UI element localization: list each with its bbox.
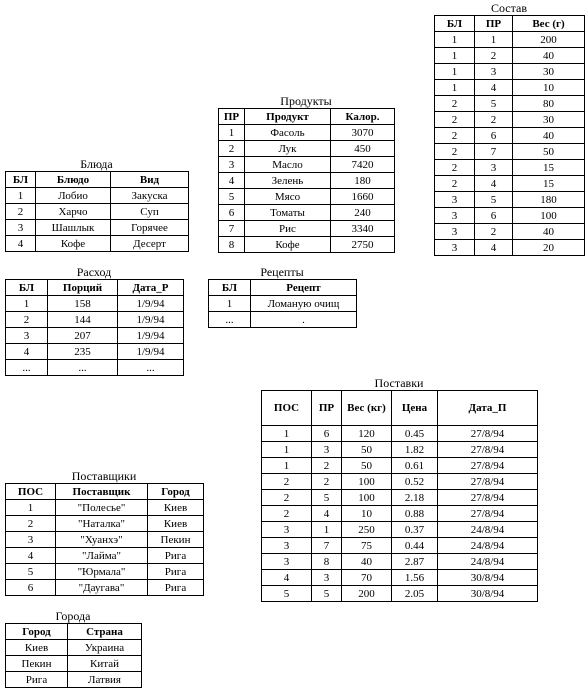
table-cell: Украина — [68, 640, 142, 656]
table-row — [6, 564, 204, 580]
table-cell: 4 — [312, 506, 342, 522]
table-cell: 40 — [513, 48, 585, 64]
table-row — [219, 141, 395, 157]
table-cell: 27/8/94 — [438, 474, 538, 490]
header-cell: Вес (г) — [513, 16, 585, 32]
table-cell: 3 — [219, 157, 245, 173]
table-cell: 0.44 — [392, 538, 438, 554]
table-cell: 4 — [475, 240, 513, 256]
table-cell: 3 — [435, 240, 475, 256]
table-cell: 1 — [209, 296, 251, 312]
table-cell: 1 — [262, 442, 312, 458]
table-header-row — [6, 624, 142, 640]
header-cell: БЛ — [6, 172, 36, 188]
table-row — [6, 640, 142, 656]
table-row — [219, 221, 395, 237]
table-row — [435, 32, 585, 48]
table-header-row — [262, 391, 538, 426]
header-cell: БЛ — [6, 280, 48, 296]
table-cell: Ломаную очищ — [251, 296, 357, 312]
header-cell: БЛ — [209, 280, 251, 296]
rashod-table — [5, 279, 184, 376]
table-cell: 5 — [475, 96, 513, 112]
table-cell: 3 — [475, 160, 513, 176]
table-row — [6, 188, 189, 204]
table-cell: 3 — [6, 532, 56, 548]
table-cell: 7 — [475, 144, 513, 160]
sostav-table — [434, 15, 585, 256]
table-cell: 4 — [219, 173, 245, 189]
table-row — [6, 500, 204, 516]
table-header-row — [219, 109, 395, 125]
header-cell: БЛ — [435, 16, 475, 32]
table-cell: 1/9/94 — [118, 296, 184, 312]
table-cell: 2 — [435, 144, 475, 160]
table-cell: Кофе — [36, 236, 111, 252]
table-cell: Киев — [6, 640, 68, 656]
table-cell: 27/8/94 — [438, 458, 538, 474]
table-cell: "Хуанхэ" — [56, 532, 148, 548]
header-cell: Блюдо — [36, 172, 111, 188]
table-cell: Харчо — [36, 204, 111, 220]
table-cell: Китай — [68, 656, 142, 672]
table-row — [435, 80, 585, 96]
table-row — [219, 125, 395, 141]
sostav-block — [434, 2, 584, 256]
header-cell: Продукт — [245, 109, 331, 125]
table-cell: 24/8/94 — [438, 554, 538, 570]
table-cell: 3 — [435, 224, 475, 240]
postavshchiki-title: Поставщики — [71, 469, 137, 483]
table-row — [6, 328, 184, 344]
table-cell: Закуска — [111, 188, 189, 204]
table-cell: 1 — [6, 296, 48, 312]
header-cell: ПР — [219, 109, 245, 125]
header-cell: Поставщик — [56, 484, 148, 500]
table-cell: 2 — [262, 490, 312, 506]
table-cell: 2 — [475, 224, 513, 240]
produkty-table — [218, 108, 395, 253]
recepty-title: Рецепты — [260, 265, 304, 279]
table-cell: 24/8/94 — [438, 522, 538, 538]
table-cell: Десерт — [111, 236, 189, 252]
table-cell: 2 — [435, 128, 475, 144]
table-cell: 1/9/94 — [118, 344, 184, 360]
table-cell: Рис — [245, 221, 331, 237]
table-row — [219, 189, 395, 205]
bluda-table — [5, 171, 189, 252]
table-cell: 2 — [6, 312, 48, 328]
table-cell: 7 — [219, 221, 245, 237]
table-row — [262, 570, 538, 586]
header-cell: ПР — [312, 391, 342, 426]
table-row — [219, 237, 395, 253]
table-cell: 2.18 — [392, 490, 438, 506]
table-cell: 27/8/94 — [438, 490, 538, 506]
table-cell: Лук — [245, 141, 331, 157]
table-cell: 2.87 — [392, 554, 438, 570]
table-cell: 1 — [6, 500, 56, 516]
table-row — [6, 296, 184, 312]
table-cell: 100 — [513, 208, 585, 224]
table-row — [6, 656, 142, 672]
table-row — [262, 458, 538, 474]
table-cell: 1 — [262, 426, 312, 442]
table-cell: 2 — [435, 96, 475, 112]
table-cell: 100 — [342, 474, 392, 490]
table-cell: 158 — [48, 296, 118, 312]
header-cell: ПОС — [6, 484, 56, 500]
table-row — [219, 205, 395, 221]
table-cell: Киев — [148, 516, 204, 532]
header-cell: Вес (кг) — [342, 391, 392, 426]
goroda-table — [5, 623, 142, 688]
postavki-title: Поставки — [374, 376, 424, 390]
table-cell: 1 — [219, 125, 245, 141]
table-cell: 1/9/94 — [118, 312, 184, 328]
header-cell: ПОС — [262, 391, 312, 426]
recepty-block — [208, 266, 356, 328]
table-cell: 1 — [6, 188, 36, 204]
table-cell: Киев — [148, 500, 204, 516]
produkty-block — [218, 95, 394, 253]
table-cell: 0.52 — [392, 474, 438, 490]
produkty-title: Продукты — [280, 94, 332, 108]
table-cell: 5 — [219, 189, 245, 205]
table-cell: 180 — [331, 173, 395, 189]
table-cell: Кофе — [245, 237, 331, 253]
table-cell: ... — [6, 360, 48, 376]
table-cell: 1 — [435, 32, 475, 48]
table-cell: 2 — [262, 506, 312, 522]
table-row — [262, 586, 538, 602]
table-cell: 0.45 — [392, 426, 438, 442]
table-row — [435, 224, 585, 240]
table-cell: 30/8/94 — [438, 570, 538, 586]
table-cell: 3 — [435, 208, 475, 224]
table-cell: . — [251, 312, 357, 328]
table-row — [6, 312, 184, 328]
table-cell: 200 — [513, 32, 585, 48]
table-cell: 6 — [312, 426, 342, 442]
table-cell: 80 — [513, 96, 585, 112]
table-row — [435, 64, 585, 80]
table-cell: 235 — [48, 344, 118, 360]
table-cell: ... — [118, 360, 184, 376]
postavshchiki-block — [5, 470, 203, 596]
table-cell: Зелень — [245, 173, 331, 189]
table-cell: 27/8/94 — [438, 442, 538, 458]
table-cell: "Полесье" — [56, 500, 148, 516]
table-row — [262, 474, 538, 490]
table-row — [262, 442, 538, 458]
table-cell: 4 — [475, 176, 513, 192]
table-row — [209, 312, 357, 328]
table-cell: 50 — [513, 144, 585, 160]
table-cell: "Наталка" — [56, 516, 148, 532]
table-header-row — [209, 280, 357, 296]
header-cell: Город — [6, 624, 68, 640]
table-row — [435, 240, 585, 256]
table-cell: 5 — [262, 586, 312, 602]
table-row — [435, 112, 585, 128]
table-row — [209, 296, 357, 312]
table-cell: 40 — [513, 224, 585, 240]
table-cell: 3 — [312, 570, 342, 586]
table-cell: 4 — [6, 344, 48, 360]
table-row — [435, 96, 585, 112]
table-cell: "Юрмала" — [56, 564, 148, 580]
table-cell: 200 — [342, 586, 392, 602]
table-cell: 144 — [48, 312, 118, 328]
table-cell: 6 — [6, 580, 56, 596]
table-cell: 0.61 — [392, 458, 438, 474]
table-cell: 2 — [6, 516, 56, 532]
table-cell: Пекин — [148, 532, 204, 548]
header-cell: Порций — [48, 280, 118, 296]
table-cell: 20 — [513, 240, 585, 256]
table-cell: 10 — [342, 506, 392, 522]
table-row — [6, 236, 189, 252]
table-row — [219, 157, 395, 173]
table-cell: 5 — [312, 586, 342, 602]
table-cell: 8 — [219, 237, 245, 253]
table-cell: Фасоль — [245, 125, 331, 141]
table-cell: Рига — [6, 672, 68, 688]
header-cell: Город — [148, 484, 204, 500]
table-cell: 8 — [312, 554, 342, 570]
table-cell: 7420 — [331, 157, 395, 173]
table-cell: 70 — [342, 570, 392, 586]
table-row — [435, 144, 585, 160]
table-cell: ... — [209, 312, 251, 328]
table-cell: 3 — [262, 554, 312, 570]
table-cell: 0.37 — [392, 522, 438, 538]
table-cell: Латвия — [68, 672, 142, 688]
table-cell: 30 — [513, 64, 585, 80]
table-cell: 1 — [435, 80, 475, 96]
table-cell: Рига — [148, 564, 204, 580]
table-cell: 250 — [342, 522, 392, 538]
table-cell: 2 — [475, 112, 513, 128]
table-cell: Масло — [245, 157, 331, 173]
table-cell: Горячее — [111, 220, 189, 236]
table-cell: 27/8/94 — [438, 506, 538, 522]
goroda-title: Города — [55, 609, 91, 623]
header-cell: Страна — [68, 624, 142, 640]
table-cell: 6 — [475, 128, 513, 144]
table-cell: 450 — [331, 141, 395, 157]
table-cell: 3070 — [331, 125, 395, 141]
table-cell: 120 — [342, 426, 392, 442]
table-cell: 3 — [262, 522, 312, 538]
table-cell: 6 — [475, 208, 513, 224]
table-cell: 4 — [6, 548, 56, 564]
table-cell: ... — [48, 360, 118, 376]
table-cell: Суп — [111, 204, 189, 220]
header-cell: Вид — [111, 172, 189, 188]
table-cell: 1660 — [331, 189, 395, 205]
table-cell: 50 — [342, 442, 392, 458]
table-cell: 2 — [262, 474, 312, 490]
header-cell: Цена — [392, 391, 438, 426]
table-cell: 3 — [475, 64, 513, 80]
table-cell: 2750 — [331, 237, 395, 253]
table-cell: 5 — [312, 490, 342, 506]
table-cell: 40 — [342, 554, 392, 570]
table-row — [262, 538, 538, 554]
table-cell: 3340 — [331, 221, 395, 237]
table-row — [6, 344, 184, 360]
table-row — [435, 128, 585, 144]
table-cell: 0.88 — [392, 506, 438, 522]
table-row — [6, 532, 204, 548]
header-cell: Калор. — [331, 109, 395, 125]
table-cell: 30/8/94 — [438, 586, 538, 602]
table-header-row — [435, 16, 585, 32]
table-cell: 207 — [48, 328, 118, 344]
table-cell: 1/9/94 — [118, 328, 184, 344]
table-cell: 2 — [475, 48, 513, 64]
table-row — [6, 672, 142, 688]
goroda-block — [5, 610, 141, 688]
table-cell: "Лайма" — [56, 548, 148, 564]
table-row — [435, 176, 585, 192]
table-row — [6, 360, 184, 376]
table-cell: 100 — [342, 490, 392, 506]
table-row — [435, 160, 585, 176]
table-cell: 3 — [435, 192, 475, 208]
table-row — [6, 580, 204, 596]
header-cell: Рецепт — [251, 280, 357, 296]
table-cell: 4 — [262, 570, 312, 586]
table-cell: 3 — [6, 328, 48, 344]
table-cell: Томаты — [245, 205, 331, 221]
table-cell: 6 — [219, 205, 245, 221]
header-cell: Дата_П — [438, 391, 538, 426]
table-cell: 5 — [6, 564, 56, 580]
table-header-row — [6, 172, 189, 188]
table-cell: 15 — [513, 176, 585, 192]
table-cell: Лобио — [36, 188, 111, 204]
sostav-title: Состав — [490, 1, 527, 15]
table-cell: 1 — [435, 48, 475, 64]
table-cell: 1 — [312, 522, 342, 538]
table-cell: 2 — [435, 160, 475, 176]
table-cell: Рига — [148, 548, 204, 564]
table-row — [435, 208, 585, 224]
table-cell: 50 — [342, 458, 392, 474]
table-cell: 1 — [262, 458, 312, 474]
table-cell: 40 — [513, 128, 585, 144]
table-row — [435, 192, 585, 208]
table-cell: 1.56 — [392, 570, 438, 586]
table-cell: "Даугава" — [56, 580, 148, 596]
table-row — [6, 516, 204, 532]
table-row — [435, 48, 585, 64]
table-cell: 15 — [513, 160, 585, 176]
table-cell: 1 — [435, 64, 475, 80]
table-cell: 4 — [475, 80, 513, 96]
table-cell: 2 — [312, 458, 342, 474]
table-row — [262, 426, 538, 442]
header-cell: Дата_Р — [118, 280, 184, 296]
table-cell: 75 — [342, 538, 392, 554]
table-cell: 3 — [312, 442, 342, 458]
table-cell: 24/8/94 — [438, 538, 538, 554]
table-cell: 2 — [435, 112, 475, 128]
table-cell: 4 — [6, 236, 36, 252]
table-cell: 240 — [331, 205, 395, 221]
table-cell: Шашлык — [36, 220, 111, 236]
postavki-table — [261, 390, 538, 602]
table-cell: Рига — [148, 580, 204, 596]
table-cell: 3 — [262, 538, 312, 554]
recepty-table — [208, 279, 357, 328]
table-row — [262, 522, 538, 538]
table-cell: 180 — [513, 192, 585, 208]
table-header-row — [6, 280, 184, 296]
table-cell: 7 — [312, 538, 342, 554]
table-header-row — [6, 484, 204, 500]
table-cell: 2 — [312, 474, 342, 490]
header-cell: ПР — [475, 16, 513, 32]
bluda-block — [5, 158, 188, 252]
table-row — [6, 204, 189, 220]
rashod-block — [5, 266, 183, 376]
table-row — [262, 554, 538, 570]
table-cell: 10 — [513, 80, 585, 96]
table-cell: 27/8/94 — [438, 426, 538, 442]
table-cell: 1 — [475, 32, 513, 48]
table-cell: 3 — [6, 220, 36, 236]
table-cell: 2.05 — [392, 586, 438, 602]
table-cell: Пекин — [6, 656, 68, 672]
table-row — [262, 490, 538, 506]
postavki-block — [261, 377, 537, 602]
table-cell: 1.82 — [392, 442, 438, 458]
table-cell: 5 — [475, 192, 513, 208]
table-row — [219, 173, 395, 189]
table-cell: Мясо — [245, 189, 331, 205]
table-row — [6, 548, 204, 564]
postavshchiki-table — [5, 483, 204, 596]
bluda-title: Блюда — [80, 157, 113, 171]
table-cell: 2 — [219, 141, 245, 157]
table-cell: 2 — [435, 176, 475, 192]
table-cell: 2 — [6, 204, 36, 220]
table-cell: 30 — [513, 112, 585, 128]
table-row — [6, 220, 189, 236]
table-row — [262, 506, 538, 522]
rashod-title: Расход — [76, 265, 112, 279]
